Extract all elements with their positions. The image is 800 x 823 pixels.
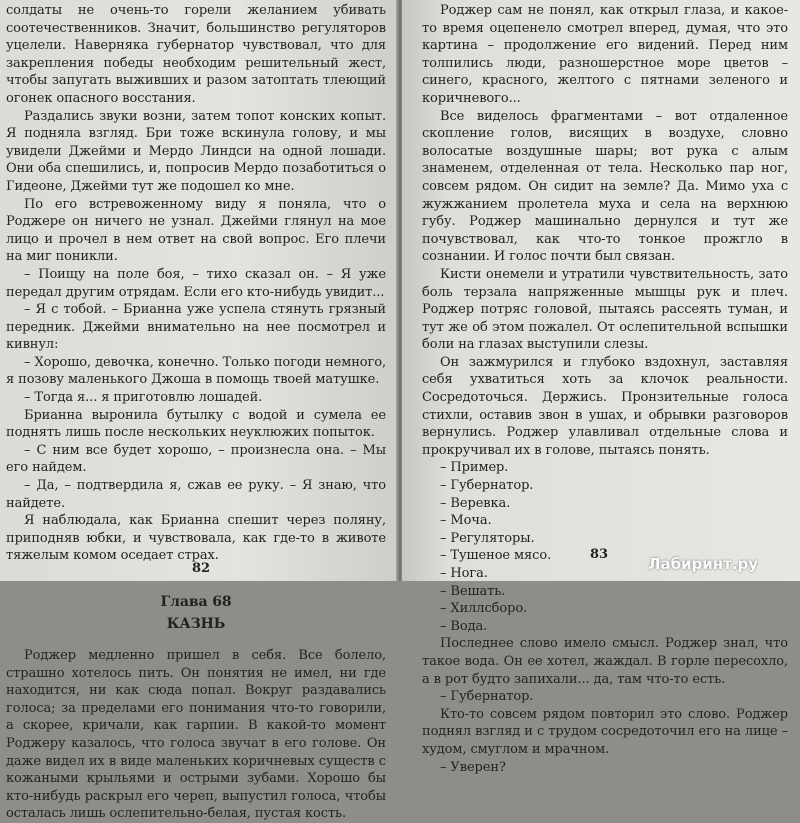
paragraph: Все виделось фрагментами – вот отдаленное скопление голов, висящих в воздухе, словно волосатые воздушные шары; вот рука с алым знаменем, отделенная от тела. Несколько пар ног, совсем рядом. Он сидит на земле? Да. Мимо уха с жужжанием пролетела муха и села на верхнюю губу. Роджер машинально дернулся и тут же почувствовал, как что-то тонкое прожгло в сознании. И голос почти был связан. xyxy=(422,108,788,265)
paragraph: – Хорошо, девочка, конечно. Только погоди немного, я позову маленького Джоша в помощь твоей матушке. xyxy=(6,354,386,388)
paragraph: – Тогда я... я приготовлю лошадей. xyxy=(24,390,263,406)
page-number: 82 xyxy=(192,561,211,576)
paragraph: Брианна выронила бутылку с водой и сумела ее поднять лишь после нескольких неуклюжих попыток. xyxy=(6,407,386,441)
right-page xyxy=(402,0,800,775)
paragraph: Роджер сам не понял, как открыл глаза, и какое-то время оцепенело смотрел вперед, думая, что это картина – продолжение его видений. Перед ним толпились люди, разношерстное море цветов – синего, красного, желтого с пятнами зеленого и коричневого... xyxy=(422,3,788,106)
watermark: Лабиринт.ру xyxy=(648,555,759,573)
paragraph: – Да, – подтвердила я, сжав ее руку. – Я знаю, что найдете. xyxy=(6,478,386,511)
paragraph: Я наблюдала, как Брианна спешит через поляну, приподняв юбки, и чувствовала, как где-то в животе тяжелым комом оседает страх. xyxy=(6,513,386,564)
word-line: – Вешать. xyxy=(440,583,506,599)
paragraph: – Уверен? xyxy=(440,759,506,775)
word-line: – Веревка. xyxy=(440,495,511,511)
paragraph: Он зажмурился и глубоко вздохнул, заставляя себя ухватиться хоть за клочок реальности. Сосредоточься. Держись. Пронзительные голоса стихли, оставив звон в ушах, и обрывки разговоров вернулись. Роджер улавливал отдельные слова и прокручивал их в голове, пытаясь понять. xyxy=(422,354,788,458)
word-line: – Губернатор. xyxy=(440,478,534,494)
paragraph: Последнее слово имело смысл. Роджер знал, что такое вода. Он ее хотел, жаждал. В горле пересохло, а в рот будто запихали... да, там что-то есть. xyxy=(422,636,788,687)
paragraph: – С ним все будет хорошо, – произнесла она. – Мы его найдем. xyxy=(6,442,386,476)
paragraph: Раздались звуки возни, затем топот конских копыт. Я подняла взгляд. Бри тоже вскинула голову, и мы увидели Джейми и Мердо Линдси на одной лошади. Они оба спешились, и, попросив Мердо позаботиться о Гидеоне, Джейми тут же подошел ко мне. xyxy=(6,108,386,194)
paragraph: По его встревоженному виду я поняла, что о Роджере он ничего не узнал. Джейми глянул на мое лицо и прочел в нем ответ на свой вопрос. Его плечи на миг поникли. xyxy=(6,196,386,265)
paragraph: Кто-то совсем рядом повторил это слово. Роджер поднял взгляд и с трудом сосредоточил его на лице – худом, смуглом и мрачном. xyxy=(422,706,788,757)
left-page xyxy=(0,0,398,822)
word-line: – Хиллсборо. xyxy=(440,601,528,617)
paragraph: – Губернатор. xyxy=(440,689,534,705)
left-page-text xyxy=(6,2,386,823)
paragraph: Кисти онемели и утратили чувствительность, зато боль терзала напряженные мышцы рук и плеч. Роджер потряс головой, пытаясь рассеять туман, и тут же об этом пожалел. От ослепительной вспышки боли на глазах выступили слезы. xyxy=(422,266,788,353)
paragraph: – Поищу на поле боя, – тихо сказал он. – Я уже передал другим отрядам. Если его кто-нибудь увидит... xyxy=(6,266,386,300)
chapter-label: Глава 68 xyxy=(160,594,232,610)
page-number: 83 xyxy=(590,547,609,562)
right-page-text xyxy=(422,2,788,776)
word-line: – Вода. xyxy=(440,618,488,634)
word-line: – Тушеное мясо. xyxy=(440,548,552,564)
chapter-title: КАЗНЬ xyxy=(166,616,226,632)
word-line: – Регуляторы. xyxy=(440,530,535,546)
word-line: – Моча. xyxy=(440,513,492,529)
paragraph: – Я с тобой. – Брианна уже успела стянуть грязный передник. Джейми внимательно на нее посмотрел и кивнул: xyxy=(6,302,386,353)
paragraph: Роджер медленно пришел в себя. Все болело, страшно хотелось пить. Он понятия не имел, ни где находится, ни как сюда попал. Вокруг раздавались голоса; за пределами его понимания что-то говорили, а скорее, кричали, как гарпии. В какой-то момент Роджеру казалось, что голоса звучат в его голове. Он даже видел их в виде маленьких коричневых существ с кожаными крыльями и острыми зубами. Хорошо бы кто-нибудь раскрыл его череп, выпустил голоса, чтобы осталась лишь ослепительно-белая, пустая кость. xyxy=(6,648,386,822)
word-line: – Пример. xyxy=(440,460,509,476)
paragraph: солдаты не очень-то горели желанием убивать соотечественников. Значит, большинство регуляторов уцелели. Наверняка губернатор чувствовал, что для закрепления победы необходим решительный жест, чтобы запугать выживших и разом затоптать тлеющий огонек опасного восстания. xyxy=(6,3,386,106)
word-line: – Нога. xyxy=(440,566,488,581)
